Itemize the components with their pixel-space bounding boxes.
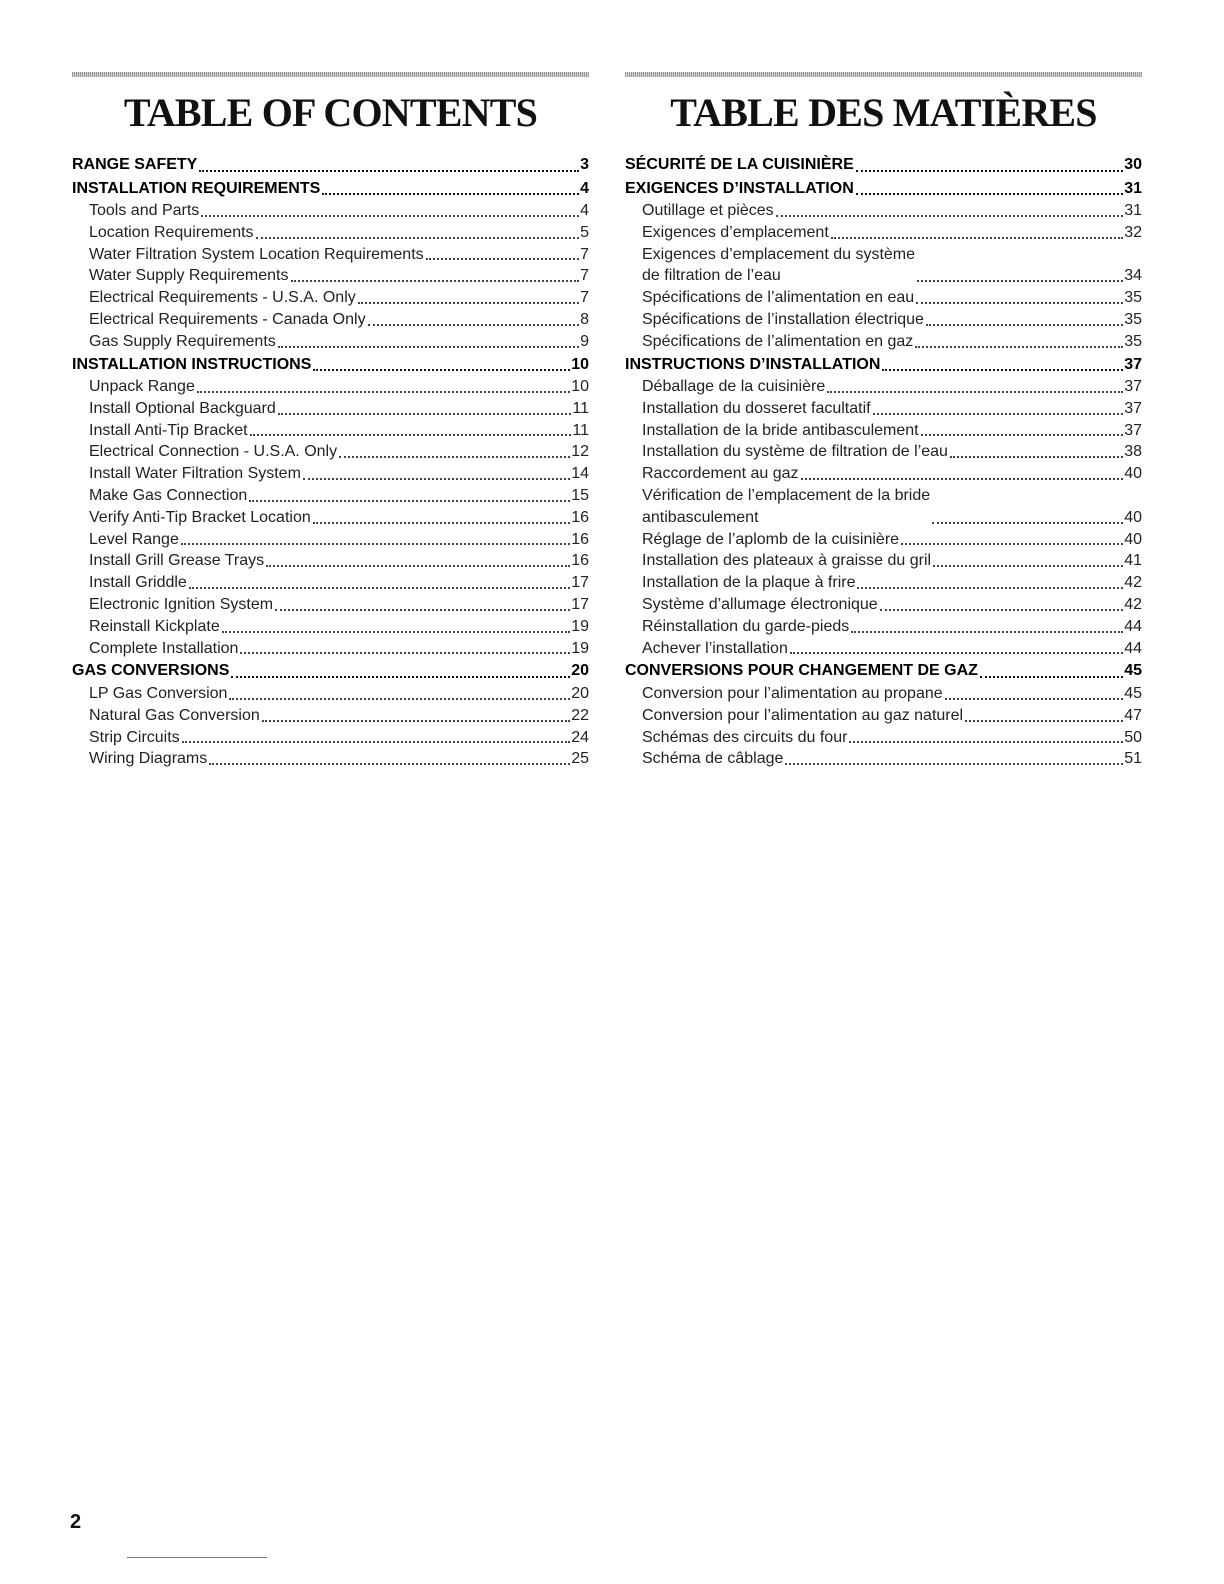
toc-subsection-entry[interactable] (72, 376, 589, 398)
dot-leader (921, 433, 1124, 436)
toc-entry-page: 42 (1124, 596, 1142, 614)
toc-title-english: TABLE OF CONTENTS (123, 90, 538, 135)
toc-entry-label: Spécifications de l’alimentation en eau (642, 289, 915, 307)
dot-leader (426, 257, 579, 260)
toc-subsection-entry[interactable] (72, 287, 589, 309)
dot-leader (926, 323, 1123, 326)
dot-leader (965, 719, 1123, 722)
toc-entry-label: Strip Circuits (89, 728, 180, 746)
toc-entry-page: 20 (571, 684, 589, 702)
toc-entry-label: CONVERSIONS POUR CHANGEMENT DE GAZ (625, 662, 978, 680)
toc-subsection-entry[interactable] (625, 331, 1142, 353)
toc-entry-label: Schémas des circuits du four (642, 728, 848, 746)
dot-leader (240, 651, 570, 654)
toc-entry-page: 19 (571, 639, 589, 657)
dot-leader (339, 455, 570, 458)
toc-subsection-entry[interactable] (72, 485, 589, 507)
toc-entry-page: 34 (1124, 267, 1142, 285)
toc-entry-label: Verify Anti-Tip Bracket Location (89, 508, 311, 526)
toc-entry-label: Level Range (89, 530, 179, 548)
toc-section-entry[interactable] (72, 659, 589, 683)
toc-entry-label: Achever l’installation (642, 639, 788, 657)
toc-entry-page: 17 (571, 574, 589, 592)
toc-entry-label: Conversion pour l’alimentation au gaz naturel (642, 706, 964, 724)
toc-entry-label: Schéma de câblage (642, 750, 784, 768)
toc-entry-page: 7 (580, 267, 589, 285)
dot-leader (851, 630, 1123, 633)
toc-entry-page: 9 (580, 332, 589, 350)
toc-subsection-entry[interactable] (72, 594, 589, 616)
toc-entry-page: 11 (572, 421, 589, 439)
toc-entry-page: 14 (571, 465, 589, 483)
dot-leader (291, 279, 580, 282)
toc-entry-page: 10 (571, 355, 589, 373)
toc-entry-page: 31 (1124, 179, 1142, 197)
toc-entry-page: 10 (571, 378, 589, 396)
toc-entry-page: 22 (571, 706, 589, 724)
toc-subsection-entry[interactable] (72, 331, 589, 353)
dot-leader (915, 345, 1123, 348)
dot-leader (857, 586, 1123, 589)
toc-entry-page: 41 (1124, 552, 1142, 570)
dot-leader (189, 586, 570, 589)
toc-subsection-entry[interactable] (72, 550, 589, 572)
dot-leader (197, 390, 570, 393)
dot-leader (182, 740, 571, 743)
dot-leader (231, 675, 570, 678)
toc-subsection-entry[interactable] (72, 572, 589, 594)
toc-entry-page: 40 (1124, 508, 1142, 526)
dot-leader (880, 608, 1124, 611)
toc-subsection-entry[interactable] (72, 705, 589, 727)
toc-subsection-entry[interactable] (625, 594, 1142, 616)
toc-entry-page: 47 (1124, 706, 1142, 724)
toc-entry-page: 25 (571, 750, 589, 768)
toc-section-entry[interactable] (625, 659, 1142, 683)
toc-entry-page: 7 (580, 245, 589, 263)
dot-leader (229, 697, 570, 700)
dot-leader (945, 697, 1124, 700)
toc-entry-page: 30 (1124, 156, 1142, 173)
toc-entry-page: 38 (1124, 443, 1142, 461)
toc-entry-page: 32 (1124, 223, 1142, 241)
toc-subsection-entry[interactable] (72, 616, 589, 638)
toc-entry-label: Vérification de l’emplacement de la bride antibasculement (642, 487, 931, 526)
toc-subsection-entry[interactable] (625, 376, 1142, 398)
toc-subsection-entry[interactable] (625, 748, 1142, 770)
toc-entry-label: Exigences d’emplacement (642, 223, 829, 241)
toc-section-entry[interactable] (625, 353, 1142, 377)
toc-list-english (72, 153, 589, 770)
toc-entry-label: Install Optional Backguard (89, 399, 276, 417)
toc-entry-page: 37 (1124, 355, 1142, 373)
toc-entry-label: RANGE SAFETY (72, 156, 198, 173)
dot-leader (313, 521, 570, 524)
toc-subsection-entry[interactable] (72, 683, 589, 705)
toc-subsection-entry[interactable] (625, 705, 1142, 727)
toc-subsection-entry[interactable] (625, 638, 1142, 660)
toc-subsection-entry[interactable] (625, 287, 1142, 309)
toc-subsection-entry[interactable] (72, 420, 589, 442)
dot-leader (266, 564, 570, 567)
dot-leader (303, 477, 570, 480)
toc-entry-page: 35 (1124, 310, 1142, 328)
toc-entry-page: 19 (571, 617, 589, 635)
toc-entry-label: Gas Supply Requirements (89, 332, 276, 350)
toc-entry-label: Raccordement au gaz (642, 465, 799, 483)
dot-leader (358, 301, 579, 304)
toc-entry-page: 50 (1124, 728, 1142, 746)
toc-list-french (625, 153, 1142, 770)
toc-entry-label: Electrical Requirements - U.S.A. Only (89, 289, 356, 307)
toc-subsection-entry[interactable] (72, 507, 589, 529)
toc-entry-label: Spécifications de l’alimentation en gaz (642, 332, 914, 350)
toc-subsection-entry[interactable] (72, 529, 589, 551)
toc-entry-label: Location Requirements (89, 223, 254, 241)
dot-leader (950, 455, 1123, 458)
toc-subsection-entry[interactable] (72, 463, 589, 485)
toc-entry-page: 11 (572, 399, 589, 417)
toc-entry-label: Réinstallation du garde-pieds (642, 617, 850, 635)
dot-leader (313, 368, 570, 371)
toc-entry-page: 5 (580, 223, 589, 241)
toc-entry-label: GAS CONVERSIONS (72, 662, 230, 680)
toc-subsection-entry[interactable] (625, 398, 1142, 420)
dot-leader (181, 542, 570, 545)
dot-leader (275, 608, 570, 611)
toc-subsection-entry[interactable] (72, 200, 589, 222)
toc-entry-page: 16 (571, 508, 589, 526)
dot-leader (831, 236, 1123, 239)
toc-section-entry[interactable] (72, 153, 589, 177)
toc-entry-page: 40 (1124, 465, 1142, 483)
toc-subsection-entry[interactable] (72, 748, 589, 770)
toc-subsection-entry[interactable] (625, 441, 1142, 463)
footer-rule (127, 1557, 267, 1558)
toc-entry-page: 42 (1124, 574, 1142, 592)
toc-entry-label: Make Gas Connection (89, 487, 248, 505)
toc-entry-page: 17 (571, 596, 589, 614)
dot-leader (262, 719, 570, 722)
dot-leader (856, 169, 1123, 172)
toc-entry-label: Electrical Connection - U.S.A. Only (89, 443, 338, 461)
dot-leader (278, 412, 572, 415)
toc-entry-page: 37 (1124, 421, 1142, 439)
toc-subsection-entry[interactable] (72, 441, 589, 463)
dot-leader (199, 169, 579, 172)
toc-section-entry[interactable] (72, 177, 589, 201)
toc-entry-page: 12 (571, 443, 589, 461)
toc-entry-page: 3 (580, 156, 589, 173)
toc-entry-label: Install Grill Grease Trays (89, 552, 265, 570)
dot-leader (933, 564, 1123, 567)
toc-subsection-entry[interactable] (625, 420, 1142, 442)
dot-leader (801, 477, 1124, 480)
toc-subsection-entry[interactable] (625, 485, 1142, 529)
toc-english-column (72, 72, 589, 770)
dot-leader (368, 323, 580, 326)
toc-entry-page: 44 (1124, 639, 1142, 657)
toc-entry-page: 31 (1124, 202, 1142, 219)
toc-entry-label: Déballage de la cuisinière (642, 378, 826, 396)
toc-entry-label: Wiring Diagrams (89, 750, 208, 768)
header-rule (72, 72, 589, 77)
toc-entry-label: Water Supply Requirements (89, 267, 289, 285)
dot-leader (917, 279, 1123, 282)
dot-leader (256, 236, 580, 239)
dot-leader (856, 192, 1123, 195)
toc-entry-page: 51 (1124, 750, 1142, 768)
toc-french-column (625, 72, 1142, 770)
toc-entry-label: Unpack Range (89, 378, 195, 396)
dot-leader (849, 740, 1123, 743)
toc-subsection-entry[interactable] (625, 222, 1142, 244)
toc-entry-page: 16 (571, 530, 589, 548)
toc-section-entry[interactable] (625, 153, 1142, 177)
toc-subsection-entry[interactable] (625, 572, 1142, 594)
toc-subsection-entry[interactable] (625, 616, 1142, 638)
toc-entry-label: Natural Gas Conversion (89, 706, 260, 724)
toc-entry-label: Complete Installation (89, 639, 239, 657)
toc-entry-label: Install Anti-Tip Bracket (89, 421, 248, 439)
toc-entry-label: Exigences d’emplacement du système de filtration de l’eau (642, 245, 916, 285)
toc-entry-label: INSTALLATION REQUIREMENTS (72, 179, 321, 197)
toc-entry-label: Installation des plateaux à graisse du gril (642, 552, 932, 570)
toc-entry-label: Install Water Filtration System (89, 465, 301, 483)
toc-entry-page: 4 (580, 202, 589, 219)
toc-entry-label: Spécifications de l’installation électrique (642, 310, 924, 328)
toc-section-entry[interactable] (72, 353, 589, 377)
toc-entry-label: Installation du système de filtration de l’eau (642, 443, 948, 461)
page-number: 2 (70, 1511, 82, 1533)
dot-leader (980, 675, 1123, 678)
toc-entry-page: 45 (1124, 662, 1142, 680)
dot-leader (882, 368, 1123, 371)
dot-leader (873, 412, 1124, 415)
toc-entry-label: Electronic Ignition System (89, 596, 274, 614)
dot-leader (222, 630, 570, 633)
dot-leader (209, 762, 570, 765)
toc-entry-page: 37 (1124, 399, 1142, 417)
dot-leader (827, 390, 1123, 393)
header-rule (625, 72, 1142, 77)
dot-leader (776, 214, 1124, 217)
dot-leader (932, 521, 1123, 524)
toc-subsection-entry[interactable] (625, 244, 1142, 288)
toc-entry-label: EXIGENCES D’INSTALLATION (625, 179, 854, 197)
dot-leader (916, 301, 1123, 304)
toc-entry-label: Reinstall Kickplate (89, 617, 220, 635)
toc-entry-page: 20 (571, 662, 589, 680)
dot-leader (250, 433, 572, 436)
toc-entry-page: 15 (571, 487, 589, 505)
toc-entry-label: Install Griddle (89, 574, 187, 592)
toc-entry-label: INSTRUCTIONS D’INSTALLATION (625, 355, 881, 373)
dot-leader (322, 192, 579, 195)
toc-entry-page: 35 (1124, 332, 1142, 350)
toc-entry-label: SÉCURITÉ DE LA CUISINIÈRE (625, 156, 854, 173)
toc-subsection-entry[interactable] (72, 244, 589, 266)
dot-leader (201, 214, 579, 217)
toc-entry-label: Outillage et pièces (642, 202, 774, 219)
toc-subsection-entry[interactable] (72, 265, 589, 287)
toc-entry-page: 4 (580, 179, 589, 197)
toc-entry-label: Réglage de l’aplomb de la cuisinière (642, 530, 900, 548)
toc-subsection-entry[interactable] (72, 309, 589, 331)
toc-subsection-entry[interactable] (72, 398, 589, 420)
toc-entry-page: 16 (571, 552, 589, 570)
toc-section-entry[interactable] (625, 177, 1142, 201)
toc-entry-label: Système d’allumage électronique (642, 596, 878, 614)
dot-leader (249, 499, 570, 502)
toc-subsection-entry[interactable] (625, 550, 1142, 572)
toc-entry-label: Installation du dosseret facultatif (642, 399, 871, 417)
toc-entry-label: Installation de la plaque à frire (642, 574, 856, 592)
toc-subsection-entry[interactable] (625, 683, 1142, 705)
toc-subsection-entry[interactable] (625, 727, 1142, 749)
dot-leader (785, 762, 1123, 765)
toc-entry-label: LP Gas Conversion (89, 684, 228, 702)
toc-entry-page: 40 (1124, 530, 1142, 548)
dot-leader (901, 542, 1123, 545)
dot-leader (278, 345, 579, 348)
toc-entry-label: Conversion pour l’alimentation au propane (642, 684, 943, 702)
toc-entry-page: 7 (580, 289, 589, 307)
toc-entry-page: 37 (1124, 378, 1142, 396)
toc-entry-label: Installation de la bride antibasculement (642, 421, 919, 439)
toc-entry-label: Water Filtration System Location Requirements (89, 245, 424, 263)
toc-subsection-entry[interactable] (625, 463, 1142, 485)
toc-subsection-entry[interactable] (72, 638, 589, 660)
toc-entry-page: 8 (580, 310, 589, 328)
toc-subsection-entry[interactable] (625, 529, 1142, 551)
toc-title-french: TABLE DES MATIÈRES (670, 90, 1097, 135)
dot-leader (790, 651, 1123, 654)
toc-entry-page: 24 (571, 728, 589, 746)
toc-subsection-entry[interactable] (72, 727, 589, 749)
toc-subsection-entry[interactable] (625, 309, 1142, 331)
toc-entry-page: 45 (1124, 684, 1142, 702)
toc-subsection-entry[interactable] (625, 200, 1142, 222)
toc-entry-label: INSTALLATION INSTRUCTIONS (72, 355, 312, 373)
toc-entry-label: Electrical Requirements - Canada Only (89, 310, 366, 328)
toc-subsection-entry[interactable] (72, 222, 589, 244)
toc-entry-page: 35 (1124, 289, 1142, 307)
toc-entry-label: Tools and Parts (89, 202, 200, 219)
toc-entry-page: 44 (1124, 617, 1142, 635)
